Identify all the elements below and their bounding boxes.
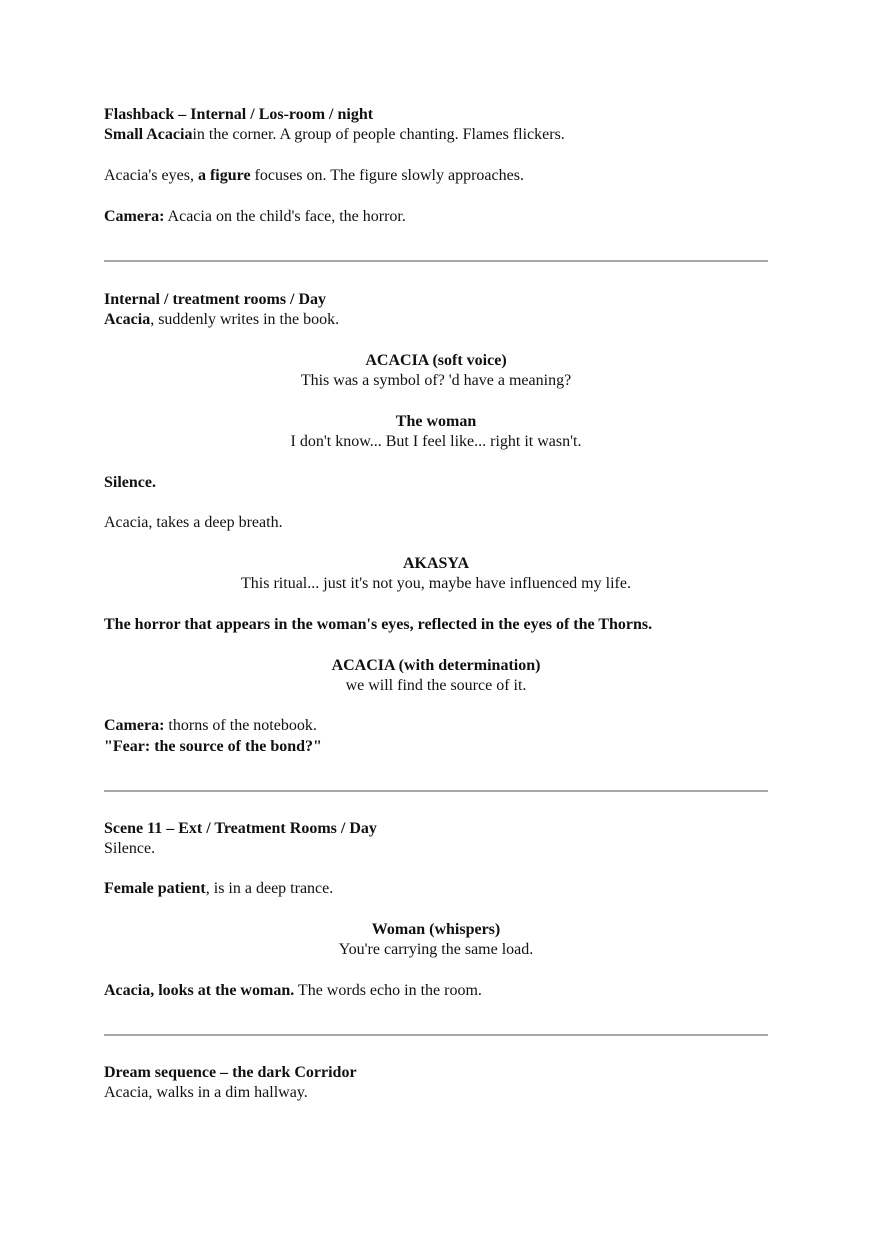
action-line: Acacia, suddenly writes in the book.: [104, 311, 340, 328]
action-line: Acacia, walks in a dim hallway.: [104, 1084, 308, 1101]
dialogue-speaker: AKASYA: [402, 555, 470, 572]
action-line: Acacia, looks at the woman. The words echo in the room.: [104, 982, 482, 999]
dialogue-text: we will find the source of it.: [345, 677, 527, 694]
action-line: The horror that appears in the woman's eyes, reflected in the eyes of the Thorns.: [104, 616, 653, 633]
camera-direction: Camera: thorns of the notebook.: [104, 717, 317, 734]
dialogue-text: I don't know... But I feel like... right it wasn't.: [290, 433, 582, 450]
action-line: Small Acaciain the corner. A group of people chanting. Flames flickers.: [104, 126, 565, 143]
scene-divider: [104, 260, 768, 262]
camera-direction: Camera: Acacia on the child's face, the horror.: [104, 208, 406, 225]
dialogue-text: This ritual... just it's not you, maybe have influenced my life.: [241, 575, 631, 592]
scene-heading: Internal / treatment rooms / Day: [104, 291, 327, 308]
scene-divider: [104, 1034, 768, 1036]
quote-line: "Fear: the source of the bond?": [104, 738, 322, 755]
dialogue-speaker: ACACIA (soft voice): [365, 352, 507, 369]
dialogue-speaker: ACACIA (with determination): [331, 657, 541, 674]
dialogue-text: This was a symbol of? 'd have a meaning?: [300, 372, 572, 389]
action-line: Silence.: [104, 840, 156, 857]
action-line: Female patient, is in a deep trance.: [104, 880, 334, 897]
action-line: Acacia's eyes, a figure focuses on. The figure slowly approaches.: [104, 167, 524, 184]
scene-divider: [104, 790, 768, 792]
scene-heading: Dream sequence – the dark Corridor: [104, 1064, 357, 1081]
scene-heading: Scene 11 – Ext / Treatment Rooms / Day: [104, 820, 377, 837]
dialogue-speaker: The woman: [395, 413, 477, 430]
dialogue-text: You're carrying the same load.: [338, 941, 534, 958]
action-line: Silence.: [104, 474, 156, 491]
scene-heading: Flashback – Internal / Los-room / night: [104, 106, 374, 123]
action-line: Acacia, takes a deep breath.: [104, 514, 283, 531]
dialogue-speaker: Woman (whispers): [371, 921, 501, 938]
